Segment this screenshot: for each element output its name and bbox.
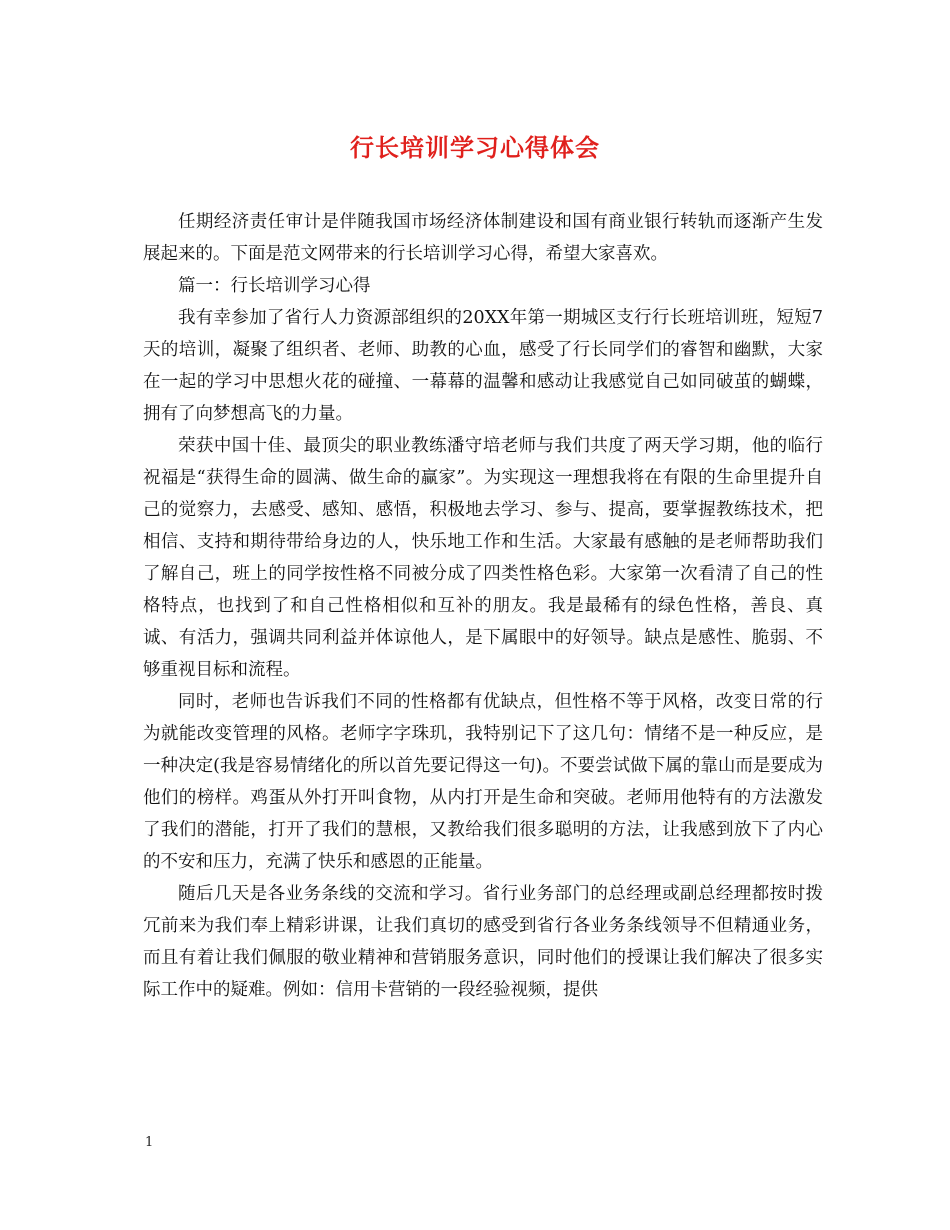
paragraph-intro: 任期经济责任审计是伴随我国市场经济体制建设和国有商业银行转轨而逐渐产生发展起来的。下面是范文网带来的行长培训学习心得，希望大家喜欢。: [143, 212, 823, 264]
paragraph-training-experience: 我有幸参加了省行人力资源部组织的20XX年第一期城区支行行长班培训班，短短7天的培训，凝聚了组织者、老师、助教的心血，感受了行长同学们的睿智和幽默，大家在一起的学习中思想火花的碰撞、一幕幕的温馨和感动让我感觉自己如同破茧的蝴蝶，拥有了向梦想高飞的力量。: [143, 308, 823, 424]
document-title: 行长培训学习心得体会: [350, 133, 600, 162]
paragraph-business-lines: 随后几天是各业务条线的交流和学习。省行业务部门的总经理或副总经理都按时拨冗前来为我们奉上精彩讲课，让我们真切的感受到省行各业务条线领导不但精通业务，而且有着让我们佩服的敬业精神和营销服务意识，同时他们的授课让我们解决了很多实际工作中的疑难。例如：信用卡营销的一段经验视频，提供: [143, 884, 823, 1000]
paragraph-section-heading: 篇一：行长培训学习心得: [178, 276, 371, 296]
paragraph-coach-lesson: 荣获中国十佳、最顶尖的职业教练潘守培老师与我们共度了两天学习期，他的临行祝福是“获得生命的圆满、做生命的赢家”。为实现这一理想我将在有限的生命里提升自己的觉察力，去感受、感知、感悟，积极地去学习、参与、提高，要掌握教练技术，把相信、支持和期待带给身边的人，快乐地工作和生活。大家最有感触的是老师帮助我们了解自己，班上的同学按性格不同被分成了四类性格色彩。大家第一次看清了自己的性格特点，也找到了和自己性格相似和互补的朋友。我是最稀有的绿色性格，善良、真诚、有活力，强调共同利益并体谅他人，是下属眼中的好领导。缺点是感性、脆弱、不够重视目标和流程。: [143, 436, 823, 680]
paragraph-personality-style: 同时，老师也告诉我们不同的性格都有优缺点，但性格不等于风格，改变日常的行为就能改变管理的风格。老师字字珠玑，我特别记下了这几句：情绪不是一种反应，是一种决定(我是容易情绪化的所以首先要记得这一句)。不要尝试做下属的靠山而是要成为他们的榜样。鸡蛋从外打开叫食物，从内打开是生命和突破。老师用他特有的方法激发了我们的潜能，打开了我们的慧根，又教给我们很多聪明的方法，让我感到放下了内心的不安和压力，充满了快乐和感恩的正能量。: [143, 692, 823, 872]
document-body: [143, 206, 823, 1006]
page-number: 1: [145, 1135, 154, 1150]
